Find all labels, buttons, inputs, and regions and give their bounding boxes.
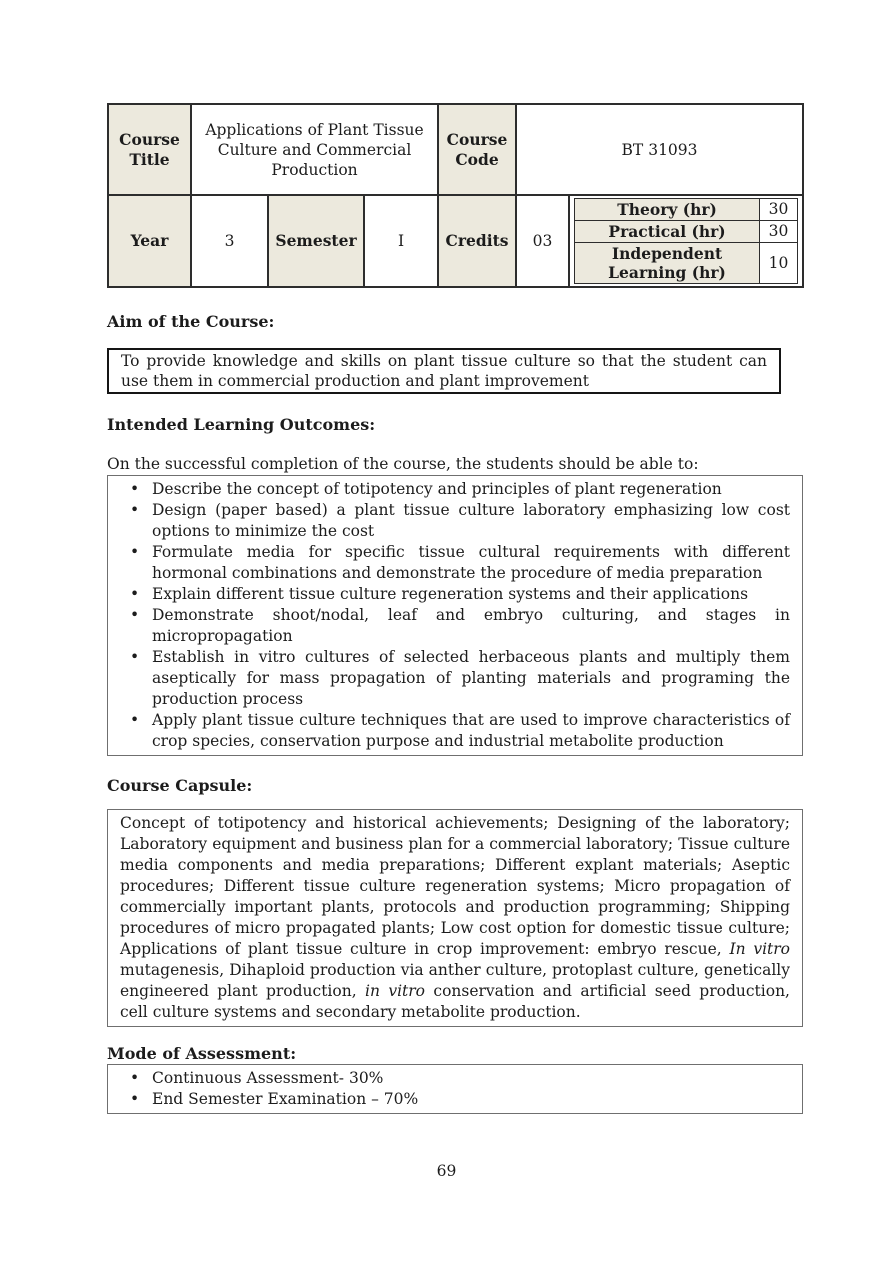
course-info-table [107, 103, 804, 288]
assessment-item: • Continuous Assessment- 30% [122, 1068, 790, 1089]
capsule-heading: Course Capsule: [107, 776, 253, 795]
ilo-item: • Apply plant tissue culture techniques that are used to improve characteristics of crop species, conservation purpose and industrial metabolite production [122, 710, 790, 752]
ilo-item: • Describe the concept of totipotency and principles of plant regeneration [122, 479, 790, 500]
hours-cell [569, 195, 803, 287]
practical-label: Practical (hr) [575, 221, 760, 243]
ilo-intro: On the successful completion of the course, the students should be able to: [107, 455, 699, 473]
theory-value: 30 [760, 199, 798, 221]
semester-label: Semester [268, 195, 364, 287]
aim-heading: Aim of the Course: [107, 312, 275, 331]
year-label: Year [108, 195, 191, 287]
aim-text: To provide knowledge and skills on plant tissue culture so that the student can use them in commercial production and plant improvement [121, 352, 767, 390]
table-row [108, 104, 803, 195]
course-title-label: Course Title [108, 104, 191, 195]
hours-table [574, 198, 798, 284]
semester-value: I [364, 195, 438, 287]
capsule-box [107, 809, 803, 1027]
practical-value: 30 [760, 221, 798, 243]
credits-value: 03 [516, 195, 569, 287]
page-content [107, 103, 803, 1114]
ilo-heading: Intended Learning Outcomes: [107, 415, 376, 434]
table-row [108, 195, 803, 287]
hours-row-theory [575, 199, 798, 221]
page-number: 69 [436, 1162, 457, 1180]
assessment-item: • End Semester Examination – 70% [122, 1089, 790, 1110]
course-code-label: Course Code [438, 104, 516, 195]
credits-label: Credits [438, 195, 516, 287]
ilo-item: • Explain different tissue culture regeneration systems and their applications [122, 584, 790, 605]
year-value: 3 [191, 195, 268, 287]
course-title-value: Applications of Plant Tissue Culture and Commercial Production [191, 104, 438, 195]
ilo-item: • Demonstrate shoot/nodal, leaf and embryo culturing, and stages in micropropagation [122, 605, 790, 647]
ilo-item: • Formulate media for specific tissue cultural requirements with different hormonal combinations and demonstrate the procedure of media preparation [122, 542, 790, 584]
hours-row-practical [575, 221, 798, 243]
capsule-text: Concept of totipotency and historical achievements; Designing of the laboratory; Laboratory equipment and business plan for a commercial laboratory; Tissue culture media components and media preparations; Different explant materials; Aseptic procedures; Different tissue culture regeneration systems; Micro propagation of commercially important plants, protocols and production programming; Shipping procedures of micro propagated plants; Low cost option for domestic tissue culture; Applications of plant tissue culture in crop improvement: embryo rescue, In vitro mutagenesis, Dihaploid production via anther culture, protoplast culture, genetically engineered plant production, in vitro conservation and artificial seed production, cell culture systems and secondary metabolite production. [120, 814, 791, 1021]
aim-box [107, 348, 781, 394]
hours-row-independent-learning [575, 243, 798, 284]
assessment-box [107, 1064, 803, 1114]
assessment-heading: Mode of Assessment: [107, 1044, 297, 1063]
theory-label: Theory (hr) [575, 199, 760, 221]
independent-learning-value: 10 [760, 243, 798, 284]
ilo-item: • Design (paper based) a plant tissue culture laboratory emphasizing low cost options to minimize the cost [122, 500, 790, 542]
independent-learning-label: Independent Learning (hr) [575, 243, 760, 284]
course-code-value: BT 31093 [516, 104, 803, 195]
ilo-item: • Establish in vitro cultures of selected herbaceous plants and multiply them aseptically for mass propagation of planting materials and programing the production process [122, 647, 790, 710]
ilo-box [107, 475, 803, 756]
